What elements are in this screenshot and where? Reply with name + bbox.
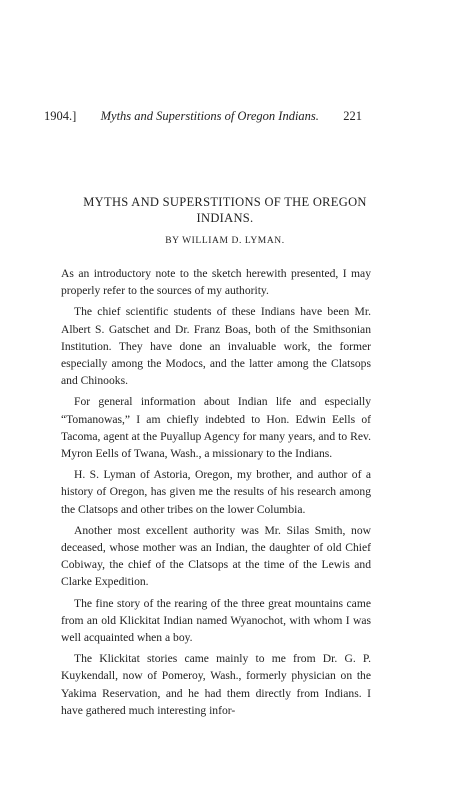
- header-title: Myths and Superstitions of Oregon Indians.: [100, 109, 319, 123]
- article-title-line-1: MYTHS AND SUPERSTITIONS OF THE OREGON: [83, 195, 367, 209]
- article-title-line-2: INDIANS.: [196, 211, 254, 225]
- paragraph-silas-smith: Another most excellent authority was Mr. Silas Smith, now deceased, whose mother was an Indian, the daughter of old Chief Cobiway, the chief of the Clatsops at the time of the Lewis and Clarke Expedition.: [61, 523, 371, 589]
- paragraph-general-information: For general information about Indian life and especially “Tomanowas,” I am chiefly indebted to Hon. Edwin Eells of Tacoma, agent at the Puyallup Agency for many years, and to Rev. Myron Eells of Twana, Wash., a missionary to the Indians.: [61, 395, 371, 461]
- paragraph-three-mountains: The fine story of the rearing of the three great mountains came from an old Klickitat Indian named Wyanochot, with whom I was well acquainted when a boy.: [61, 596, 371, 645]
- paragraph-lyman-brother: H. S. Lyman of Astoria, Oregon, my brother, and author of a history of Oregon, has given me the results of his research among the Clatsops and other tribes on the lower Columbia.: [61, 468, 371, 516]
- paragraph-klickitat-stories: The Klickitat stories came mainly to me from Dr. G. P. Kuykendall, now of Pomeroy, Wash., formerly physician on the Yakima Reservation, and he had them directly from Indians. I have gathered much interesting infor-: [61, 652, 371, 717]
- page-number: 221: [343, 109, 362, 123]
- header-year: 1904.]: [44, 109, 77, 123]
- article-body: [61, 265, 371, 719]
- paragraph-sources: As an introductory note to the sketch herewith presented, I may properly refer to the sources of my authority.: [61, 267, 371, 298]
- running-header: [44, 109, 362, 124]
- paragraph-scientific-students: The chief scientific students of these Indians have been Mr. Albert S. Gatschet and Dr. Franz Boas, both of the Smithsonian Institution. They have done an invaluable work, the former especially among the Modocs, and the latter among the Clatsops and Chinooks.: [61, 305, 371, 388]
- author-byline: BY WILLIAM D. LYMAN.: [165, 236, 285, 246]
